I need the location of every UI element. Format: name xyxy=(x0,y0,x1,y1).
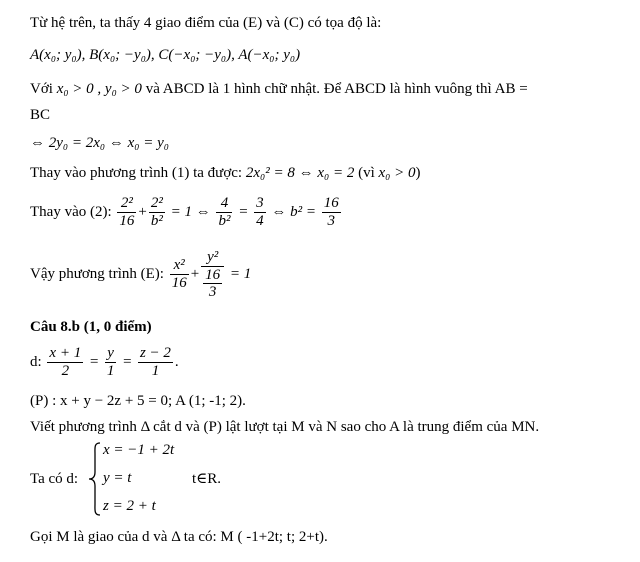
fraction xyxy=(322,195,341,230)
fraction-denominator: 3 xyxy=(327,213,335,230)
text-segment-domain: t∈R. xyxy=(192,471,222,487)
fraction xyxy=(201,249,224,300)
system-equation-x: x = −1 + 2t xyxy=(103,442,175,458)
fraction-denominator: 4 xyxy=(256,213,264,230)
fraction-denominator: 1 xyxy=(106,363,115,380)
fraction-denominator: 1 xyxy=(151,363,160,380)
text-line-plane: (P) : x + y − 2z + 5 = 0; A (1; -1; 2). xyxy=(30,393,246,409)
operator: = 1 ⇔ xyxy=(170,204,211,220)
math-line-line-d xyxy=(30,342,179,382)
math-line-substitute-2 xyxy=(30,192,343,232)
fraction-denominator: b² xyxy=(218,213,231,230)
text-segment: (vì xyxy=(358,165,375,181)
fraction xyxy=(47,345,83,380)
fraction-numerator: 3 xyxy=(256,195,264,212)
text-segment: d: xyxy=(30,354,42,370)
math-line-equivalence: ⇔ 2y₀ = 2x₀ ⇔ x₀ = y₀ xyxy=(30,135,169,151)
text-segment: . xyxy=(174,354,179,370)
fraction-numerator: x + 1 xyxy=(49,345,82,362)
text-segment: Với xyxy=(30,81,53,97)
text-segment: ) xyxy=(415,165,421,181)
text-line-substitute-1 xyxy=(30,164,421,182)
fraction xyxy=(254,195,266,230)
operator: + xyxy=(190,266,200,282)
text-line-condition xyxy=(30,80,528,98)
fraction-numerator: y xyxy=(105,345,117,363)
fraction-denominator: 16 xyxy=(119,213,135,230)
fraction xyxy=(216,195,232,230)
operator: ⇔ b² = xyxy=(271,204,316,220)
math-inequality: x₀ > 0 xyxy=(378,165,416,181)
operator: = xyxy=(122,354,133,370)
text-line-point-m: Gọi M là giao của d và Δ ta có: M ( -1+2t; t; 2+t). xyxy=(30,529,328,545)
math-equation: 2x₀² = 8 ⇔ x₀ = 2 xyxy=(245,165,355,181)
fraction xyxy=(117,195,136,230)
fraction-numerator: 16 xyxy=(205,267,221,284)
text-line-intersections: Từ hệ trên, ta thấy 4 giao điểm của (E) và (C) có tọa độ là: xyxy=(30,15,382,31)
fraction xyxy=(105,345,117,380)
fraction xyxy=(170,257,189,292)
fraction-numerator: 16 xyxy=(323,195,339,212)
fraction-denominator: 3 xyxy=(208,284,217,301)
left-brace-icon xyxy=(88,442,102,516)
section-heading: Câu 8.b (1, 0 điểm) xyxy=(30,319,152,335)
fraction-denominator: 16 xyxy=(171,275,187,292)
text-segment-ta-co-d: Ta có d: xyxy=(30,471,79,487)
operator: = xyxy=(238,204,249,220)
text-segment: Vậy phương trình (E): xyxy=(30,266,164,282)
fraction-denominator xyxy=(201,267,224,300)
system-equation-z: z = 2 + t xyxy=(103,498,156,514)
fraction-numerator: x² xyxy=(170,257,189,275)
fraction-numerator: 4 xyxy=(216,195,232,213)
fraction xyxy=(149,195,165,230)
text-segment: Thay vào phương trình (1) ta được: xyxy=(30,165,243,181)
system-equation-y: y = t xyxy=(103,470,132,486)
fraction-numerator: 2² xyxy=(150,195,163,212)
operator: = xyxy=(88,354,100,370)
fraction-numerator: z − 2 xyxy=(139,345,171,362)
text-line-bc: BC xyxy=(30,107,51,123)
operator: + xyxy=(138,204,147,220)
text-segment: Thay vào (2): xyxy=(30,204,112,220)
operator: = 1 xyxy=(229,266,252,282)
fraction-denominator: b² xyxy=(150,213,163,230)
math-inequality: x₀ > 0 , y₀ > 0 xyxy=(56,81,142,97)
math-line-ellipse-equation xyxy=(30,244,251,304)
fraction-numerator: 2² xyxy=(117,195,136,213)
text-line-coordinates: A(x₀; y₀), B(x₀; −y₀), C(−x₀; −y₀), A(−x₀; y₀) xyxy=(30,47,301,63)
fraction-denominator: 2 xyxy=(61,363,70,380)
fraction xyxy=(138,345,173,380)
text-line-task: Viết phương trình Δ cắt d và (P) lật lượt tại M và N sao cho A là trung điểm của MN. xyxy=(30,419,540,435)
fraction-numerator: y² xyxy=(201,249,224,267)
text-segment: và ABCD là 1 hình chữ nhật. Để ABCD là hình vuông thì AB = xyxy=(145,81,528,97)
nested-fraction xyxy=(203,267,222,300)
